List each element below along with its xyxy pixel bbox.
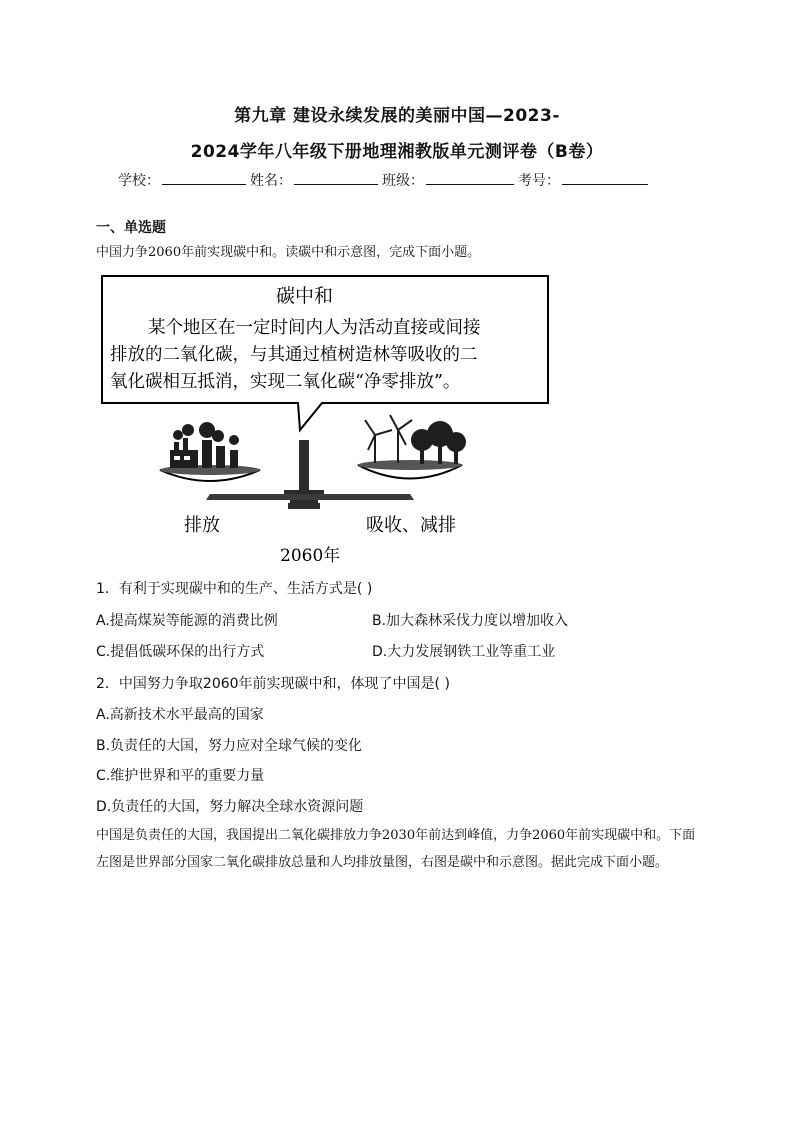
school-field[interactable]: [162, 170, 246, 185]
class-label: 班级：: [382, 173, 424, 189]
school-label: 学校：: [118, 173, 160, 189]
question-2-option-d[interactable]: D.负责任的大国，努力解决全球水资源问题: [96, 799, 364, 815]
tree-icon: [411, 421, 466, 464]
bubble-line-3: 氧化碳相互抵消，实现二氧化碳“净零排放”。: [110, 372, 461, 392]
question-1-stem: 1．有利于实现碳中和的生产、生活方式是( ): [96, 581, 373, 597]
emission-label: 排放: [184, 515, 220, 536]
passage-intro: 中国力争2060年前实现碳中和。读碳中和示意图，完成下面小题。: [96, 245, 481, 260]
absorption-label: 吸收、减排: [366, 515, 456, 536]
emission-pan: [160, 422, 260, 481]
name-field[interactable]: [294, 170, 378, 185]
passage-second: 中国是负责任的大国，我国提出二氧化碳排放力争2030年前达到峰值，力争2060年前实现碳中和。下面左图是世界部分国家二氧化碳排放总量和人均排放量图，右图是碳中和示意图。据此完成下面小题。: [96, 828, 696, 870]
exam-no-label: 考号：: [518, 173, 560, 189]
carbon-neutrality-figure: [100, 270, 560, 570]
question-1-option-c[interactable]: C.提倡低碳环保的出行方式: [96, 644, 265, 660]
absorption-pan: [358, 415, 466, 479]
wind-turbine-icon: [365, 415, 412, 463]
class-field[interactable]: [426, 170, 514, 185]
question-1-option-b[interactable]: B.加大森林采伐力度以增加收入: [372, 613, 569, 629]
student-info-row: [118, 170, 652, 190]
name-label: 姓名：: [250, 173, 292, 189]
question-2-option-a[interactable]: A.高新技术水平最高的国家: [96, 707, 264, 723]
bubble-title: 碳中和: [276, 285, 334, 307]
section-heading: 一、单选题: [96, 220, 166, 236]
year-label: 2060年: [280, 546, 341, 566]
question-2-stem: 2．中国努力争取2060年前实现碳中和，体现了中国是( ): [96, 676, 450, 692]
bubble-line-2: 排放的二氧化碳，与其通过植树造林等吸收的二: [110, 345, 478, 365]
question-2-option-c[interactable]: C.维护世界和平的重要力量: [96, 768, 265, 784]
factory-icon: [170, 422, 239, 468]
question-2-option-b[interactable]: B.负责任的大国，努力应对全球气候的变化: [96, 738, 363, 754]
question-1-option-d[interactable]: D.大力发展钢铁工业等重工业: [372, 644, 556, 660]
document-title-line2: 2024学年八年级下册地理湘教版单元测评卷（B卷）: [190, 142, 604, 162]
question-1-option-a[interactable]: A.提高煤炭等能源的消费比例: [96, 613, 278, 629]
document-title-line1: 第九章 建设永续发展的美丽中国—2023-: [234, 106, 560, 126]
exam-no-field[interactable]: [562, 170, 648, 185]
bubble-line-1: 某个地区在一定时间内人为活动直接或间接: [148, 318, 481, 338]
